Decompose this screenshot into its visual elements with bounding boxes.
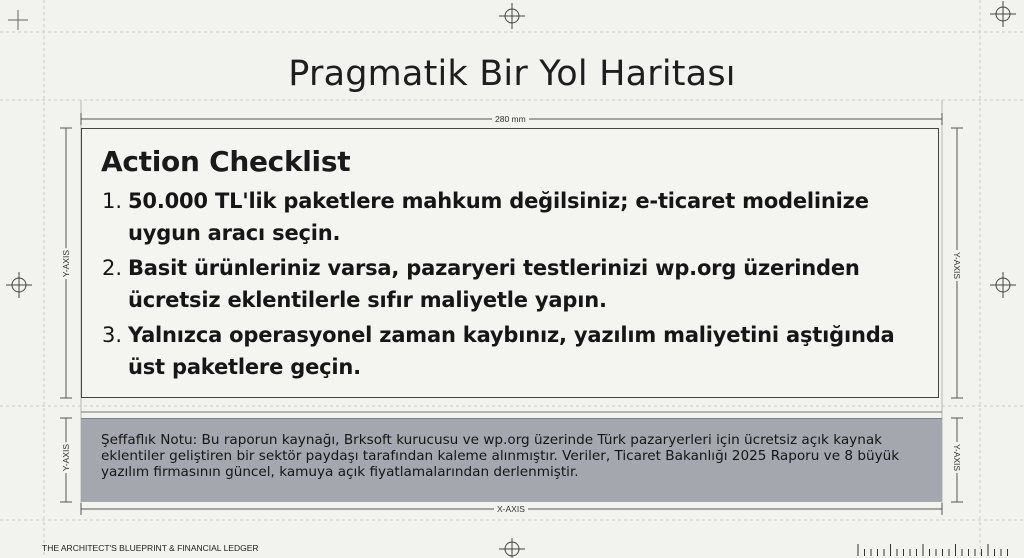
- page-title: Pragmatik Bir Yol Haritası: [288, 54, 736, 94]
- axis-label-left-lower: Y-AXIS: [61, 444, 71, 472]
- dimension-label-top: 280 mm: [492, 114, 529, 124]
- checklist-item-number: 2.: [102, 256, 123, 280]
- checklist-item: [102, 252, 922, 316]
- checklist-item-number: 3.: [102, 323, 123, 347]
- axis-label-right-lower: Y-AXIS: [952, 444, 962, 472]
- axis-label-left-upper: Y-AXIS: [61, 250, 71, 278]
- axis-label-right-upper: Y-AXIS: [952, 252, 962, 280]
- footer-caption: THE ARCHITECT'S BLUEPRINT & FINANCIAL LEDGER: [42, 543, 259, 553]
- checklist-item-text: Basit ürünleriniz varsa, pazaryeri testlerinizi wp.org üzerinden ücretsiz eklentilerle sıfır maliyetle yapın.: [128, 256, 860, 312]
- checklist-heading: Action Checklist: [101, 145, 351, 178]
- checklist-item-text: 50.000 TL'lik paketlere mahkum değilsiniz; e-ticaret modelinize uygun aracı seçin.: [128, 189, 869, 245]
- checklist-item: [102, 319, 922, 383]
- transparency-note-text: Şeffaflık Notu: Bu raporun kaynağı, Brksoft kurucusu ve wp.org üzerinde Türk pazaryerleri için ücretsiz açık kaynak eklentiler geliştiren bir sektör paydaşı tarafından kaleme alınmıştır. Veriler, Ticaret Bakanlığı 2025 Raporu ve 8 büyük yazılım firmasının güncel, kamuya açık fiyatlamalarından derlenmiştir.: [101, 432, 900, 480]
- checklist-item-text: Yalnızca operasyonel zaman kaybınız, yazılım maliyetini aştığında üst paketlere geçin.: [128, 323, 895, 379]
- checklist-item-number: 1.: [102, 189, 123, 213]
- action-checklist-panel: [81, 128, 939, 398]
- axis-label-bottom: X-AXIS: [494, 504, 528, 514]
- transparency-note: [81, 418, 942, 502]
- checklist-item: [102, 185, 922, 249]
- checklist-items: [102, 185, 922, 386]
